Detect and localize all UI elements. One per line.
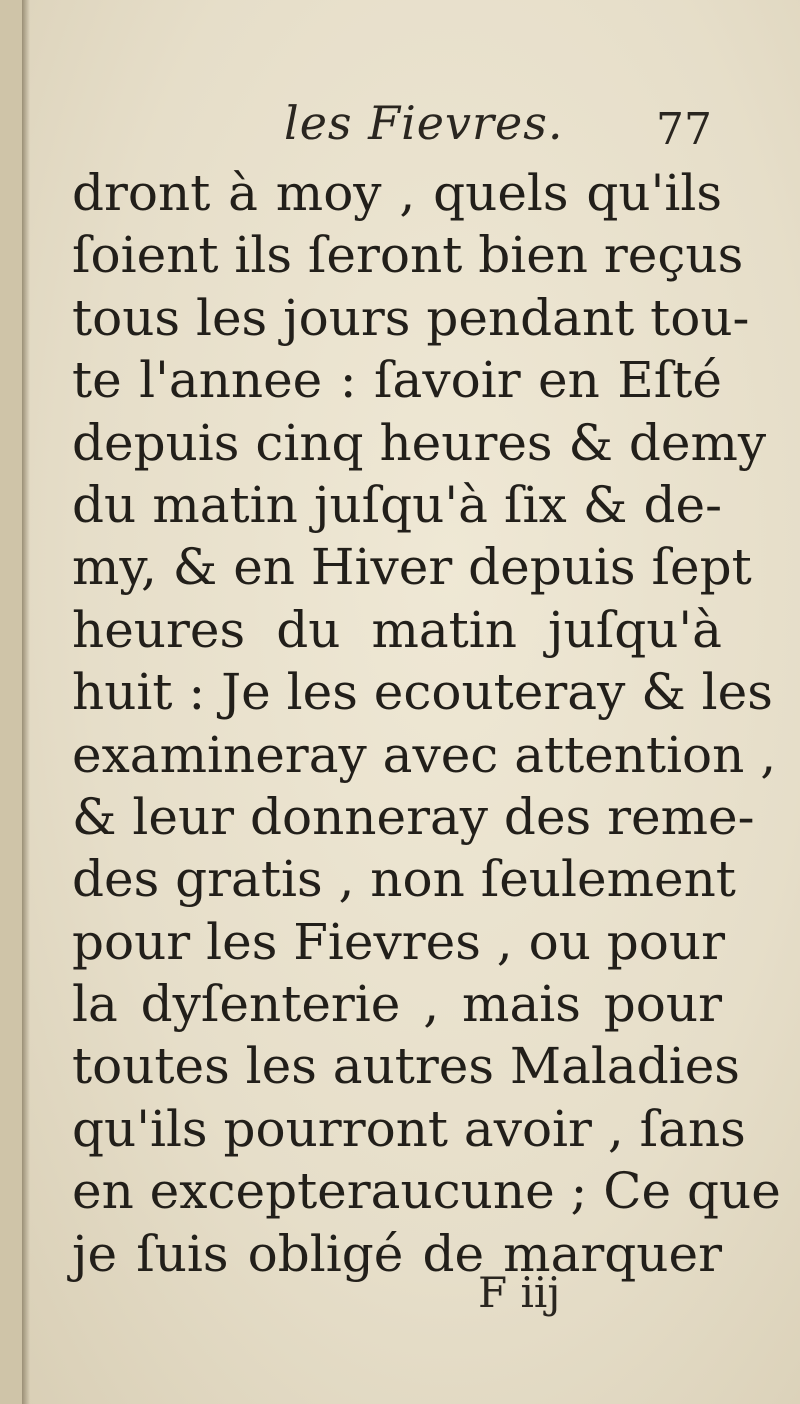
- text-line: qu'ils pourront avoir , ſans: [72, 1099, 746, 1158]
- body-text: [72, 162, 781, 1285]
- page-number: 77: [656, 104, 712, 155]
- text-line: my, & en Hiver depuis ſept: [72, 538, 752, 597]
- text-line: heures du matin juſqu'à: [72, 600, 722, 659]
- binding-edge: [22, 0, 30, 1404]
- running-title: les Fievres.: [284, 96, 564, 150]
- text-line: huit : Je les ecouteray & les: [72, 663, 773, 722]
- text-line: depuis cinq heures & demy: [72, 413, 767, 472]
- text-line: la dyſenterie , mais pour: [72, 975, 722, 1034]
- text-line: examineray avec attention ,: [72, 725, 777, 784]
- text-line: en excepteraucune ; Ce que: [72, 1162, 781, 1221]
- text-line: ſoient ils ſeront bien reçus: [72, 226, 744, 285]
- text-line: du matin juſqu'à ſix & de-: [72, 475, 722, 534]
- text-line: te l'annee : ſavoir en Eſté: [72, 351, 722, 410]
- text-line: tous les jours pendant tou-: [72, 288, 750, 347]
- text-line: dront à moy , quels qu'ils: [72, 164, 722, 222]
- text-line: & leur donneray des reme-: [72, 787, 755, 846]
- text-line: des gratis , non ſeulement: [72, 850, 736, 909]
- text-line: je ſuis obligé de marquer: [72, 1224, 722, 1283]
- text-line: pour les Fievres , ou pour: [72, 912, 726, 971]
- text-line: toutes les autres Maladies: [72, 1037, 740, 1096]
- signature-mark: F iij: [478, 1268, 561, 1317]
- page-header: [22, 96, 800, 156]
